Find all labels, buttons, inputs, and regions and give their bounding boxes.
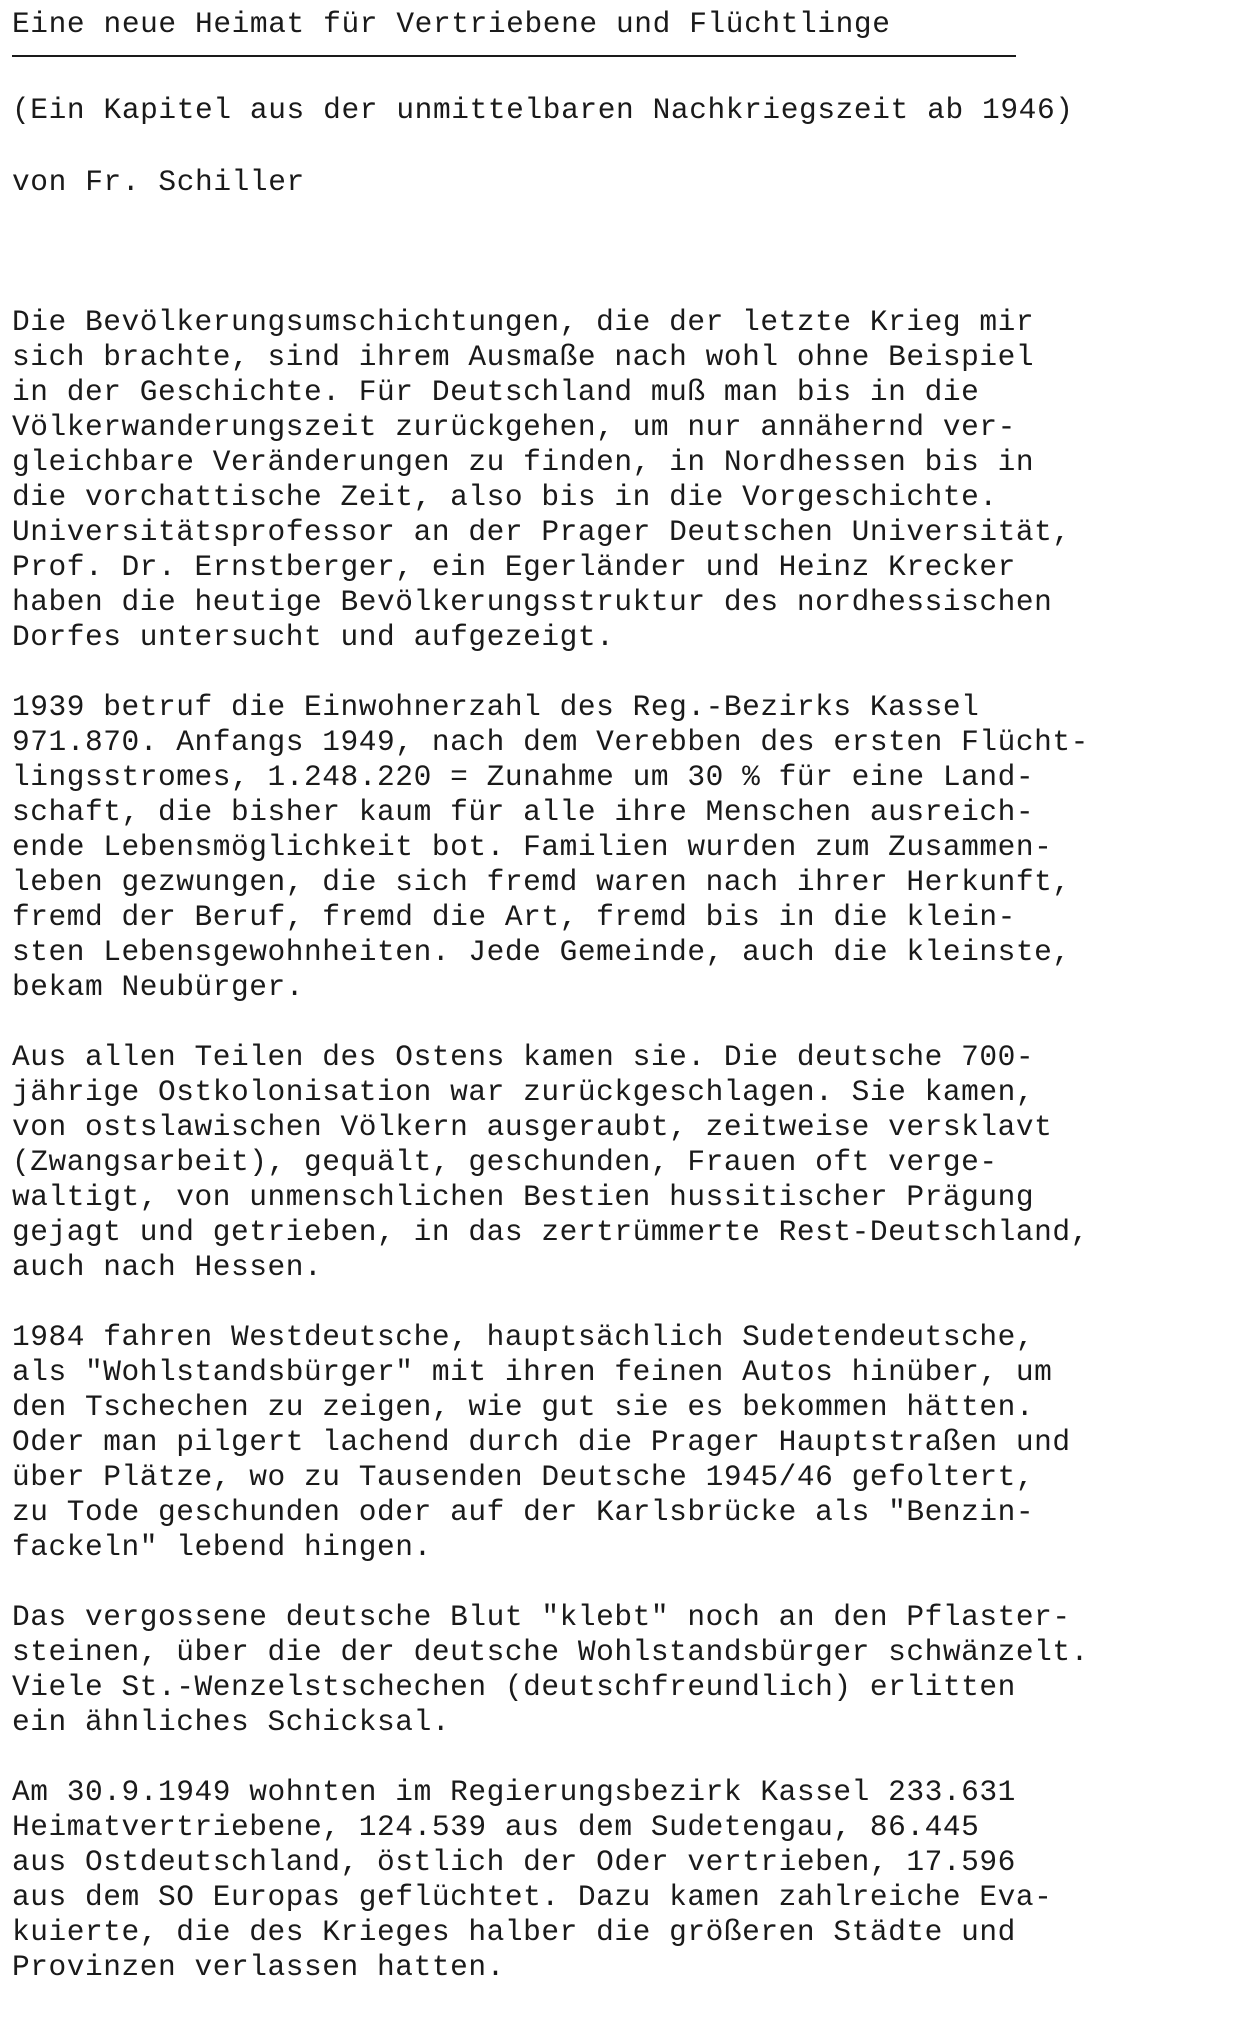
text-line: auch nach Hessen.	[12, 1250, 323, 1284]
text-line: lingsstromes, 1.248.220 = Zunahme um 30 % für eine Land-	[12, 760, 1035, 794]
text-line: leben gezwungen, die sich fremd waren nach ihrer Herkunft,	[12, 865, 1071, 899]
text-line: Völkerwanderungszeit zurückgehen, um nur annähernd ver-	[12, 410, 1016, 444]
text-line: Prof. Dr. Ernstberger, ein Egerländer und Heinz Krecker	[12, 550, 1016, 584]
text-line: jährige Ostkolonisation war zurückgeschlagen. Sie kamen,	[12, 1075, 1035, 1109]
text-line: sich brachte, sind ihrem Ausmaße nach wohl ohne Beispiel	[12, 340, 1035, 374]
text-line: kuierte, die des Krieges halber die größeren Städte und	[12, 1915, 1016, 1949]
text-line: 971.870. Anfangs 1949, nach dem Verebben des ersten Flücht-	[12, 725, 1089, 759]
text-line: ein ähnliches Schicksal.	[12, 1705, 451, 1739]
text-line: Die Bevölkerungsumschichtungen, die der letzte Krieg mir	[12, 305, 1035, 339]
text-line: in der Geschichte. Für Deutschland muß man bis in die	[12, 375, 980, 409]
text-line: (Zwangsarbeit), gequält, geschunden, Frauen oft verge-	[12, 1145, 998, 1179]
document-author: von Fr. Schiller	[12, 165, 305, 199]
text-line: von ostslawischen Völkern ausgeraubt, zeitweise versklavt	[12, 1110, 1053, 1144]
text-line: 1939 betruf die Einwohnerzahl des Reg.-Bezirks Kassel	[12, 690, 980, 724]
text-line: den Tschechen zu zeigen, wie gut sie es bekommen hätten.	[12, 1390, 1035, 1424]
text-line: die vorchattische Zeit, also bis in die Vorgeschichte.	[12, 480, 998, 514]
text-line: zu Tode geschunden oder auf der Karlsbrücke als "Benzin-	[12, 1495, 1035, 1529]
text-line: Oder man pilgert lachend durch die Prager Hauptstraßen und	[12, 1425, 1071, 1459]
text-line: Universitätsprofessor an der Prager Deutschen Universität,	[12, 515, 1071, 549]
paragraph	[12, 1320, 1241, 1565]
text-line: Viele St.-Wenzelstschechen (deutschfreundlich) erlitten	[12, 1670, 1016, 1704]
paragraph	[12, 305, 1241, 655]
text-line: Das vergossene deutsche Blut "klebt" noch an den Pflaster-	[12, 1600, 1071, 1634]
text-line: bekam Neubürger.	[12, 970, 305, 1004]
text-line: steinen, über die der deutsche Wohlstandsbürger schwänzelt.	[12, 1635, 1089, 1669]
document-title: Eine neue Heimat für Vertriebene und Flüchtlinge	[12, 7, 891, 41]
text-line: gleichbare Veränderungen zu finden, in Nordhessen bis in	[12, 445, 1035, 479]
text-line: Provinzen verlassen hatten.	[12, 1950, 505, 1984]
text-line: sten Lebensgewohnheiten. Jede Gemeinde, auch die kleinste,	[12, 935, 1071, 969]
text-line: haben die heutige Bevölkerungsstruktur des nordhessischen	[12, 585, 1053, 619]
paragraph	[12, 1040, 1241, 1285]
text-line: fremd der Beruf, fremd die Art, fremd bis in die klein-	[12, 900, 1016, 934]
paragraph	[12, 1775, 1241, 1985]
text-line: waltigt, von unmenschlichen Bestien hussitischer Prägung	[12, 1180, 1035, 1214]
text-line: als "Wohlstandsbürger" mit ihren feinen Autos hinüber, um	[12, 1355, 1053, 1389]
text-line: Dorfes untersucht und aufgezeigt.	[12, 620, 615, 654]
text-line: fackeln" lebend hingen.	[12, 1530, 432, 1564]
text-line: aus Ostdeutschland, östlich der Oder vertrieben, 17.596	[12, 1845, 1016, 1879]
text-line: ende Lebensmöglichkeit bot. Familien wurden zum Zusammen-	[12, 830, 1053, 864]
text-line: aus dem SO Europas geflüchtet. Dazu kamen zahlreiche Eva-	[12, 1880, 1053, 1914]
document-subtitle: (Ein Kapitel aus der unmittelbaren Nachkriegszeit ab 1946)	[12, 93, 1074, 127]
text-line: gejagt und getrieben, in das zertrümmerte Rest-Deutschland,	[12, 1215, 1089, 1249]
text-line: Heimatvertriebene, 124.539 aus dem Sudetengau, 86.445	[12, 1810, 980, 1844]
text-line: Aus allen Teilen des Ostens kamen sie. Die deutsche 700-	[12, 1040, 1035, 1074]
paragraph	[12, 1600, 1241, 1740]
title-underline	[12, 55, 1016, 57]
text-line: Am 30.9.1949 wohnten im Regierungsbezirk Kassel 233.631	[12, 1775, 1016, 1809]
body-text	[12, 305, 1241, 2020]
text-line: schaft, die bisher kaum für alle ihre Menschen ausreich-	[12, 795, 1035, 829]
text-line: über Plätze, wo zu Tausenden Deutsche 1945/46 gefoltert,	[12, 1460, 1035, 1494]
paragraph	[12, 690, 1241, 1005]
text-line: 1984 fahren Westdeutsche, hauptsächlich Sudetendeutsche,	[12, 1320, 1035, 1354]
